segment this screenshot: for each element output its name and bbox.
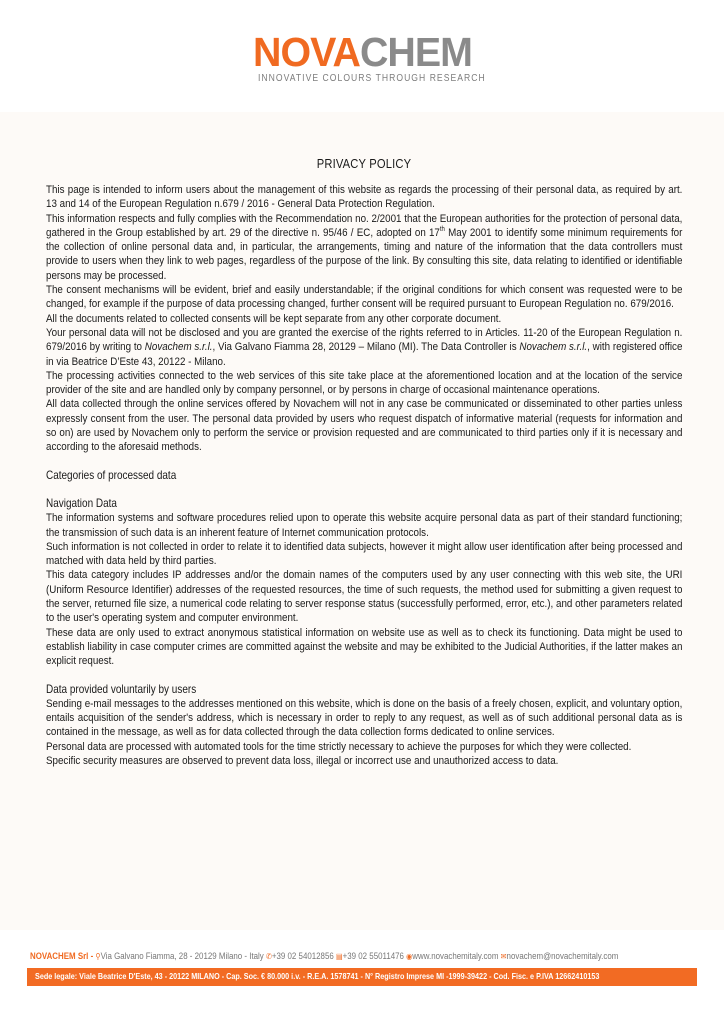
paragraph-intro: This page is intended to inform users about the management of this website as regards the processing of their personal data, as required by art. 13 and 14 of the European Regulation n.679 / 2016 - General Data Protection Regulation. xyxy=(46,184,683,211)
paragraph-navigation-2: Such information is not collected in order to relate it to identified data subjects, however it might allow user identification after being processed and matched with data held by third parties. xyxy=(46,540,683,568)
paragraph-voluntary-2: Personal data are processed with automated tools for the time strictly necessary to achieve the purposes for which they were collected. xyxy=(46,740,632,753)
paragraph-rights-part3: , with registered office in via Beatrice D’Este 43, 20122 - Milano. xyxy=(46,341,683,368)
company-name: Novachem s.r.l. xyxy=(519,341,588,354)
paragraph-consent: The consent mechanisms will be evident, brief and easily understandable; if the original conditions for which consent was requested were to be changed, for example if the purpose of data processing changed, further consent will be required pursuant to European Regulation no. 679/2016. xyxy=(46,284,683,311)
document-content xyxy=(46,156,682,768)
novachem-logo xyxy=(253,29,486,90)
footer-legal-text: Sede legale: Viale Beatrice D'Este, 43 - 20122 MILANO - Cap. Soc. € 80.000 i.v. - R.E.A. 1578741 - N° Registro Imprese MI -1999-39422 - Cod. Fisc. e P.IVA 12662410153 xyxy=(35,971,600,981)
paragraph-recommendation-part2: May 2001 to identify some minimum requirements for the collection of online personal data and, in particular, the arrangements, timing and nature of the information that the data controllers must provide to users when they link to web pages, regardless of the purpose of the link. By consulting this site, data relating to identified or identifiable persons may be processed. xyxy=(46,226,683,282)
location-pin-icon: ⚲ xyxy=(95,952,101,961)
paragraph-recommendation xyxy=(46,212,682,283)
logo-tagline: INNOVATIVE COLOURS THROUGH RESEARCH xyxy=(258,73,486,84)
footer-fax: +39 02 55011476 xyxy=(342,951,404,961)
paragraph-navigation-3: This data category includes IP addresses and/or the domain names of the computers used by any user connecting with this web site, the URI (Uniform Resource Identifier) addresses of the requested resources, the time of such requests, the method used for submitting a given request to the server, returned file size, a numerical code relating to server response status (successfully performed, error, etc.), and other parameters related to the user's operating system and computer environment. xyxy=(46,569,683,625)
footer-address: Via Galvano Fiamma, 28 - 20129 Milano - Italy xyxy=(100,951,264,961)
paragraph-rights-part1: Your personal data will not be disclosed and you are granted the exercise of the rights referred to in Articles. 11-20 of the European Regulation n. 679/2016 by writing to xyxy=(46,326,683,354)
footer-brand: NOVACHEM Srl - xyxy=(30,951,94,961)
paragraph-rights xyxy=(46,326,682,369)
heading-voluntary-data: Data provided voluntarily by users xyxy=(46,682,197,696)
paragraph-voluntary-1: Sending e-mail messages to the addresses mentioned on this website, which is done on the basis of a freely chosen, explicit, and voluntary option, entails acquisition of the sender's address, which is necessary in order to reply to any request, as well as of such additional personal data as is contained in the message, as well as for data collected through the data collection forms dedicated to online services. xyxy=(46,697,683,739)
superscript-th: th xyxy=(439,226,445,234)
fax-icon: ▤ xyxy=(335,952,343,961)
page-header xyxy=(0,0,724,112)
page-title: PRIVACY POLICY xyxy=(316,156,412,171)
heading-categories: Categories of processed data xyxy=(46,468,177,482)
company-name: Novachem s.r.l. xyxy=(144,341,213,354)
paragraph-navigation-4: These data are only used to extract anonymous statistical information on website use as well as to check its functioning. Data might be used to establish liability in case computer crimes are committed against the website and may be exhibited to the Judicial Authorities, if the latter makes an explicit request. xyxy=(46,626,683,668)
logo-wordmark-right: CHEM xyxy=(359,29,473,75)
paragraph-rights-part2: , Via Galvano Fiamma 28, 20129 – Milano (MI). The Data Controller is xyxy=(212,341,520,354)
globe-icon: ◉ xyxy=(406,952,413,961)
paragraph-disclosure: All data collected through the online services offered by Novachem will not in any case be communicated or disseminated to other parties unless expressly consent from the user. The personal data provided by users who request dispatch of informative material (requests for information and so on) are used by Novachem only to perform the service or provision requested and are communicated to third parties only if it is necessary and according to the aforesaid methods. xyxy=(46,398,683,454)
paragraph-voluntary-3: Specific security measures are observed to prevent data loss, illegal or incorrect use and unauthorized access to data. xyxy=(46,754,559,767)
footer-legal-bar xyxy=(27,968,697,986)
heading-navigation-data: Navigation Data xyxy=(46,496,117,510)
footer-website-link[interactable]: www.novachemitaly.com xyxy=(412,951,499,961)
document-body xyxy=(0,112,724,930)
logo-wordmark xyxy=(253,30,472,74)
phone-icon: ✆ xyxy=(265,952,272,961)
paragraph-navigation-1: The information systems and software procedures relied upon to operate this website acquire personal data as part of their standard functioning; the transmission of such data is an inherent feature of Internet communication protocols. xyxy=(46,512,683,539)
paragraph-processing: The processing activities connected to the web services of this site take place at the aforementioned location and at the location of the service provider of the site and are handled only by company personnel, or by persons in charge of occasional maintenance operations. xyxy=(46,369,683,397)
footer-email-link[interactable]: novachem@novachemitaly.com xyxy=(506,951,619,961)
mail-icon: ✉ xyxy=(500,952,507,961)
paragraph-documents: All the documents related to collected consents will be kept separate from any other corporate document. xyxy=(46,312,502,325)
footer-phone: +39 02 54012856 xyxy=(271,951,334,961)
footer-contacts xyxy=(0,946,724,968)
logo-wordmark-left: NOVA xyxy=(253,29,360,75)
paragraph-recommendation-part1: This information respects and fully complies with the Recommendation no. 2/2001 that the European authorities for the protection of personal data, gathered in the Group established by art. 29 of the directive n. 95/46 / EC, adopted on 17 xyxy=(46,212,683,239)
